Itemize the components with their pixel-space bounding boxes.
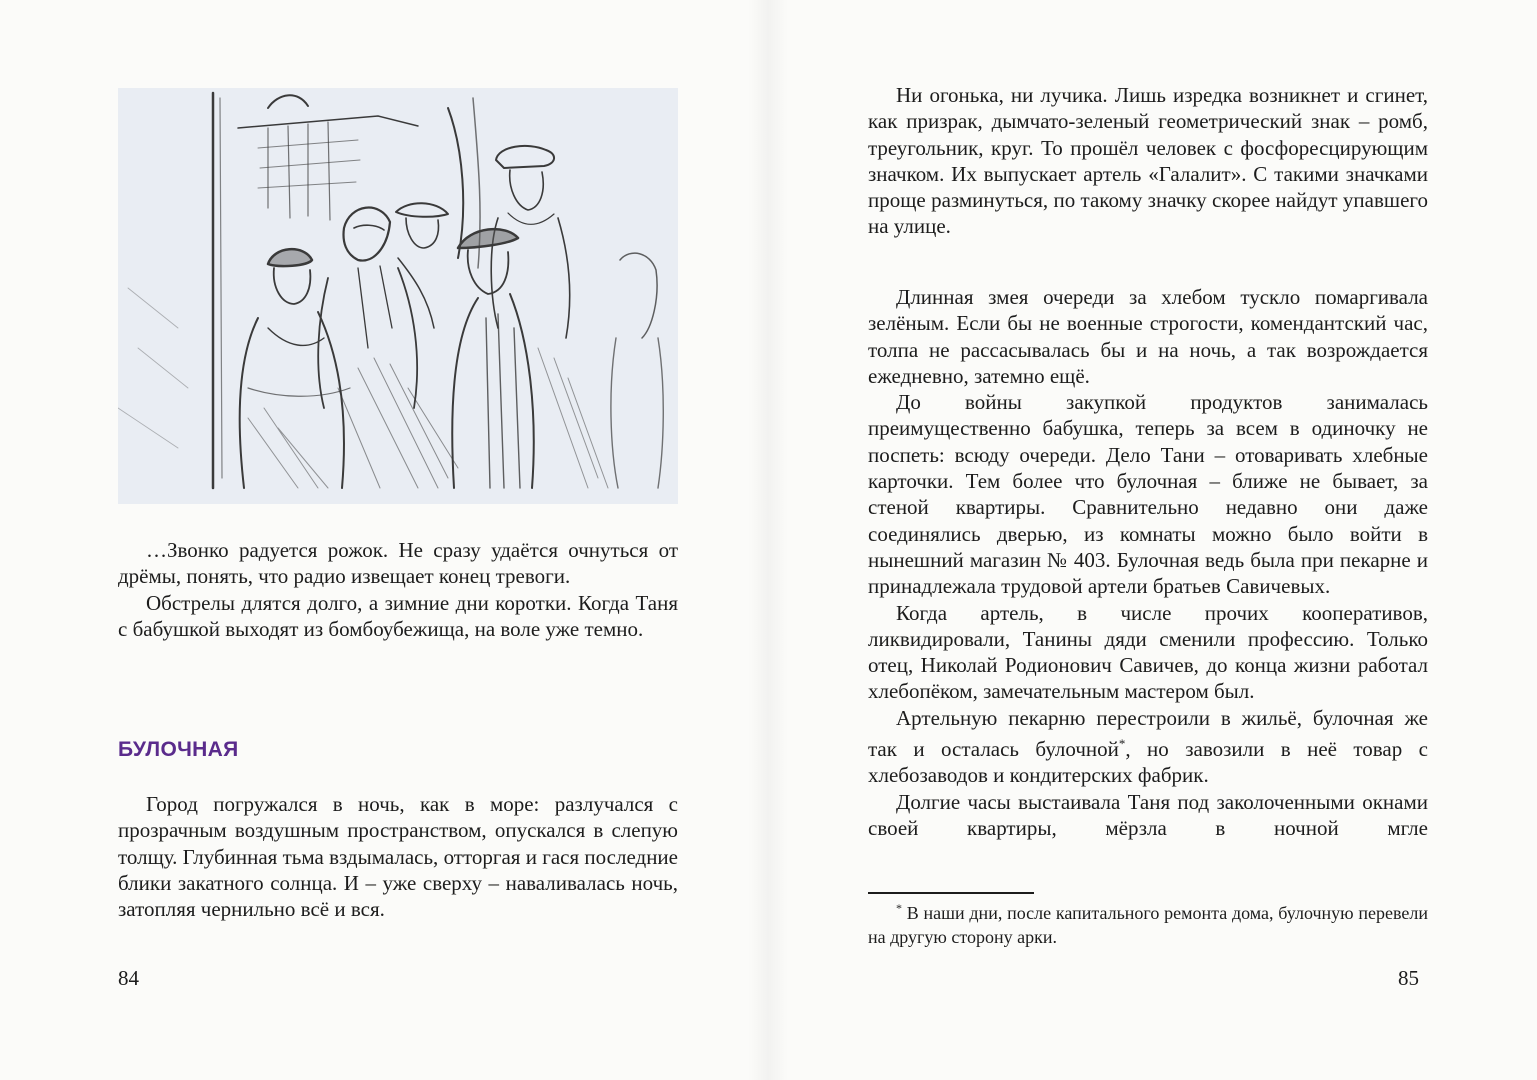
- paragraph: До войны закупкой продуктов занималась преимущественно бабушка, теперь за всем в одиночку не поспеть: всюду очереди. Дело Тани – отоваривать хлебные карточки. Тем более что булочная – ближе не бывает, за стеной квартиры. Сравнительно недавно они даже соединялись дверью, из комнаты можно было войти в нынешний магазин № 403. Булочная ведь была при пекарне и принадлежала трудовой артели братьев Савичевых.: [868, 390, 1428, 599]
- paragraph: Ни огонька, ни лучика. Лишь изредка возникнет и сгинет, как призрак, дымчато-зеленый геометрический знак – ромб, треугольник, круг. То прошёл человек с фосфоресцирующим значком. Их выпускает артель «Галалит». С такими значками проще разминуться, по такому значку скорее найдут упавшего на улице.: [868, 83, 1428, 239]
- text-after-mark: , но завозили в неё товар с хлебозаводов и кондитерских фабрик.: [868, 737, 1428, 788]
- paragraph: Долгие часы выстаивала Таня под заколоченными окнами своей квартиры, мёрзла в ночной мгле: [868, 789, 1428, 840]
- paragraph: Когда артель, в числе прочих кооперативов, ликвидировали, Танины дяди сменили профессию. Только отец, Николай Родионович Савичев, до конца жизни работал хлебопёком, замечательным мастером был.: [868, 600, 1428, 704]
- text-before-mark: Артельную пекарню перестроили в жильё, булочная же так и осталась булочной: [868, 705, 1428, 762]
- pencil-sketch-icon: [118, 88, 678, 504]
- paragraph-with-footnote: [868, 705, 1428, 789]
- right-bottom-text: [868, 284, 1428, 841]
- left-page: [0, 0, 768, 1080]
- left-bottom-text: [118, 791, 678, 922]
- paragraph: Город погружался в ночь, как в море: разлучался с прозрачным воздушным пространством, опускался в слепую толщу. Глубинная тьма вздымалась, отторгая и гася последние блики закатного солнца. И – уже сверху – наваливалась ночь, затопляя чернильно всё и вся.: [118, 792, 678, 922]
- right-top-text: [868, 82, 1428, 240]
- section-heading: БУЛОЧНАЯ: [118, 738, 239, 761]
- paragraph: …Звонко радуется рожок. Не сразу удаётся очнуться от дрёмы, понять, что радио извещает конец тревоги.: [118, 538, 678, 589]
- footnote-divider: [868, 892, 1034, 894]
- footnote-mark: *: [896, 901, 902, 915]
- page-number: 84: [118, 966, 139, 990]
- left-top-text: [118, 537, 678, 642]
- footnote: [868, 896, 1428, 949]
- paragraph: Обстрелы длятся долго, а зимние дни коротки. Когда Таня с бабушкой выходят из бомбоубежища, на воле уже темно.: [118, 590, 678, 641]
- footnote-text: В наши дни, после капитального ремонта дома, булочную перевели на другую сторону арки.: [868, 903, 1428, 947]
- footnote-mark: *: [1118, 736, 1126, 752]
- pencil-sketch-illustration: [118, 88, 678, 504]
- page-number: 85: [1398, 966, 1419, 990]
- paragraph: Длинная змея очереди за хлебом тускло помаргивала зелёным. Если бы не военные строгости, комендантский час, толпа не рассасывалась бы и на ночь, а так возрождается ежедневно, затемно ещё.: [868, 285, 1428, 388]
